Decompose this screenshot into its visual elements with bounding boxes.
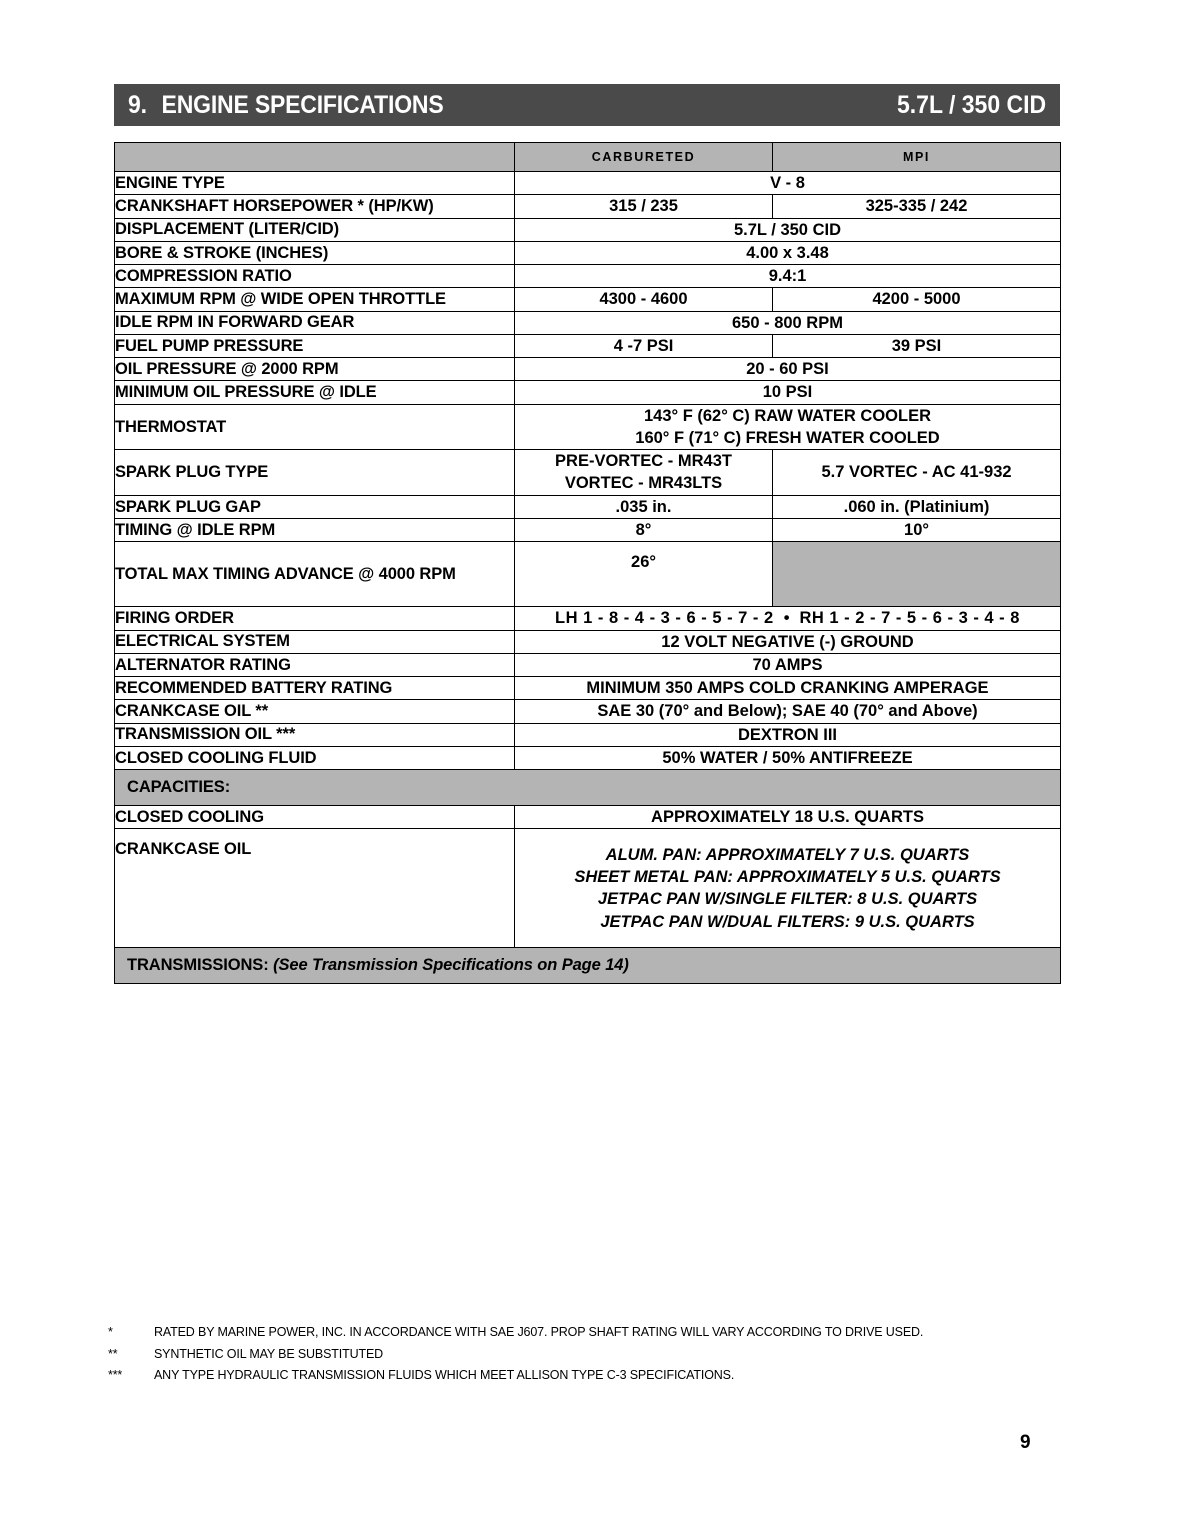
row-value-carbureted <box>515 450 773 496</box>
section-number: 9. <box>128 90 147 119</box>
row-value-span: APPROXIMATELY 18 U.S. QUARTS <box>515 806 1061 829</box>
row-label: CRANKSHAFT HORSEPOWER * (HP/KW) <box>115 195 515 218</box>
spark-plug-carb-line-2: VORTEC - MR43LTS <box>564 474 723 493</box>
row-label: COMPRESSION RATIO <box>115 265 515 288</box>
transmissions-section-band <box>115 948 1061 984</box>
row-label: CRANKCASE OIL ** <box>115 700 515 723</box>
row-label: OIL PRESSURE @ 2000 RPM <box>115 358 515 381</box>
capacities-section-band <box>115 770 1061 806</box>
row-label: THERMOSTAT <box>115 404 515 450</box>
row-label: SPARK PLUG TYPE <box>115 450 515 496</box>
row-value-mpi: .060 in. (Platinium) <box>773 495 1061 518</box>
table-row <box>115 381 1061 404</box>
row-label: ENGINE TYPE <box>115 172 515 195</box>
row-value-mpi: 325-335 / 242 <box>773 195 1061 218</box>
footnote-marker: * <box>108 1325 113 1339</box>
row-label: TIMING @ IDLE RPM <box>115 518 515 541</box>
page-title: ENGINE SPECIFICATIONS <box>161 90 444 119</box>
table-row <box>115 630 1061 653</box>
thermostat-line-2: 160° F (71° C) FRESH WATER COOLED <box>635 428 940 447</box>
row-value-span: 4.00 x 3.48 <box>515 241 1061 264</box>
firing-order-lh: LH 1 - 8 - 4 - 3 - 6 - 5 - 7 - 2 <box>555 609 774 628</box>
table-row <box>115 241 1061 264</box>
transmissions-band <box>115 948 1061 984</box>
column-header-blank <box>115 143 515 172</box>
table-row <box>115 700 1061 723</box>
row-value-span: 650 - 800 RPM <box>515 311 1061 334</box>
table-row <box>115 518 1061 541</box>
row-label: IDLE RPM IN FORWARD GEAR <box>115 311 515 334</box>
row-value-span: 12 VOLT NEGATIVE (-) GROUND <box>515 630 1061 653</box>
row-value-span: 5.7L / 350 CID <box>515 218 1061 241</box>
row-label: FUEL PUMP PRESSURE <box>115 334 515 357</box>
row-value-carbureted: 26° <box>515 542 773 607</box>
row-value-span <box>515 829 1061 948</box>
row-value-span: 9.4:1 <box>515 265 1061 288</box>
firing-order-rh: RH 1 - 2 - 7 - 5 - 6 - 3 - 4 - 8 <box>799 609 1020 628</box>
table-row <box>115 495 1061 518</box>
row-value-span: 20 - 60 PSI <box>515 358 1061 381</box>
table-row <box>115 358 1061 381</box>
crankcase-capacity-line-3: JETPAC PAN W/SINGLE FILTER: 8 U.S. QUARTS <box>597 890 978 909</box>
table-row <box>115 723 1061 746</box>
table-row <box>115 677 1061 700</box>
row-value-mpi: 4200 - 5000 <box>773 288 1061 311</box>
transmissions-band-note: (See Transmission Specifications on Page 14) <box>273 956 629 975</box>
table-row <box>115 746 1061 769</box>
section-title-group <box>128 91 444 120</box>
firing-order-separator: • <box>783 609 790 628</box>
table-header-row <box>115 143 1061 172</box>
row-value-mpi-blocked <box>773 542 1061 607</box>
row-value-span: SAE 30 (70° and Below); SAE 40 (70° and Above) <box>515 700 1061 723</box>
spark-plug-carb-line-1: PRE-VORTEC - MR43T <box>555 452 732 471</box>
table-row <box>115 265 1061 288</box>
footnote-text: ANY TYPE HYDRAULIC TRANSMISSION FLUIDS WHICH MEET ALLISON TYPE C-3 SPECIFICATIONS. <box>154 1368 735 1382</box>
page-number: 9 <box>1020 1432 1031 1453</box>
row-value-span: DEXTRON III <box>515 723 1061 746</box>
table-row <box>115 172 1061 195</box>
row-value-mpi: 10° <box>773 518 1061 541</box>
table-row-spark-plug-type <box>115 450 1061 496</box>
row-value-span: 50% WATER / 50% ANTIFREEZE <box>515 746 1061 769</box>
capacities-band-label: CAPACITIES: <box>115 770 1061 806</box>
footnote-item <box>108 1344 1068 1366</box>
row-value-span <box>515 607 1061 630</box>
engine-specifications-table <box>114 142 1061 984</box>
row-label: ELECTRICAL SYSTEM <box>115 630 515 653</box>
column-header-carbureted: CARBURETED <box>515 143 773 172</box>
row-label: ALTERNATOR RATING <box>115 653 515 676</box>
table-row-thermostat <box>115 404 1061 450</box>
row-value-mpi: 39 PSI <box>773 334 1061 357</box>
table-row <box>115 218 1061 241</box>
footnote-marker: ** <box>108 1346 118 1361</box>
table-row <box>115 195 1061 218</box>
transmissions-band-label: TRANSMISSIONS: <box>127 956 269 975</box>
thermostat-line-1: 143° F (62° C) RAW WATER COOLER <box>643 406 931 425</box>
footnote-text: RATED BY MARINE POWER, INC. IN ACCORDANCE WITH SAE J607. PROP SHAFT RATING WILL VARY ACCORDING TO DRIVE USED. <box>154 1325 924 1339</box>
row-label: MINIMUM OIL PRESSURE @ IDLE <box>115 381 515 404</box>
row-label: DISPLACEMENT (LITER/CID) <box>115 218 515 241</box>
footnote-text: SYNTHETIC OIL MAY BE SUBSTITUTED <box>154 1346 384 1361</box>
table-row <box>115 311 1061 334</box>
row-label: CLOSED COOLING FLUID <box>115 746 515 769</box>
row-value-carbureted: 315 / 235 <box>515 195 773 218</box>
row-value-span: 10 PSI <box>515 381 1061 404</box>
row-value-span: 70 AMPS <box>515 653 1061 676</box>
row-value-span: MINIMUM 350 AMPS COLD CRANKING AMPERAGE <box>515 677 1061 700</box>
row-value-carbureted: .035 in. <box>515 495 773 518</box>
row-label: RECOMMENDED BATTERY RATING <box>115 677 515 700</box>
engine-model-label: 5.7L / 350 CID <box>896 90 1046 119</box>
table-row <box>115 288 1061 311</box>
table-row <box>115 806 1061 829</box>
row-label: FIRING ORDER <box>115 607 515 630</box>
row-value-span <box>515 404 1061 450</box>
row-label: SPARK PLUG GAP <box>115 495 515 518</box>
row-value-carbureted: 8° <box>515 518 773 541</box>
section-header-banner <box>114 84 1060 126</box>
row-label: TOTAL MAX TIMING ADVANCE @ 4000 RPM <box>115 542 515 607</box>
row-label: TRANSMISSION OIL *** <box>115 723 515 746</box>
crankcase-capacity-line-1: ALUM. PAN: APPROXIMATELY 7 U.S. QUARTS <box>605 845 970 864</box>
table-row-firing-order <box>115 607 1061 630</box>
footnote-marker: *** <box>108 1368 123 1382</box>
table-row <box>115 334 1061 357</box>
row-label: MAXIMUM RPM @ WIDE OPEN THROTTLE <box>115 288 515 311</box>
crankcase-capacity-line-4: JETPAC PAN W/DUAL FILTERS: 9 U.S. QUARTS <box>600 912 975 931</box>
row-value-carbureted: 4300 - 4600 <box>515 288 773 311</box>
row-label: BORE & STROKE (INCHES) <box>115 241 515 264</box>
footnotes-block <box>108 1322 1068 1387</box>
row-value-carbureted: 4 -7 PSI <box>515 334 773 357</box>
row-value-span: V - 8 <box>515 172 1061 195</box>
row-label: CLOSED COOLING <box>115 806 515 829</box>
row-value-mpi: 5.7 VORTEC - AC 41-932 <box>773 450 1061 496</box>
footnote-item <box>108 1365 1068 1387</box>
footnote-item <box>108 1322 1068 1344</box>
column-header-mpi: MPI <box>773 143 1061 172</box>
row-label: CRANKCASE OIL <box>115 829 515 948</box>
table-row-total-max-timing <box>115 542 1061 607</box>
table-row <box>115 653 1061 676</box>
crankcase-capacity-line-2: SHEET METAL PAN: APPROXIMATELY 5 U.S. QUARTS <box>574 868 1001 887</box>
table-row-crankcase-capacity <box>115 829 1061 948</box>
